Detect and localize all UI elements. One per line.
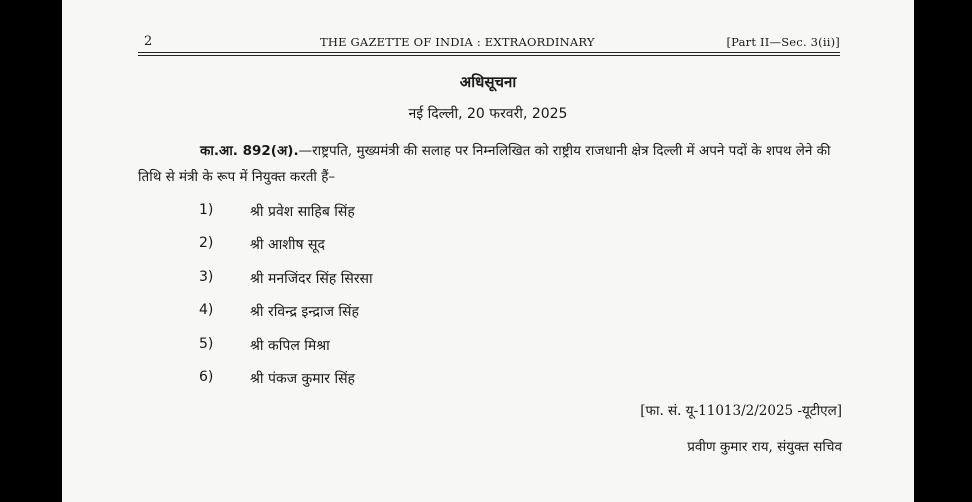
item-number: 1) bbox=[199, 202, 214, 218]
page-header bbox=[140, 34, 840, 52]
gazette-title: THE GAZETTE OF INDIA : EXTRAORDINARY bbox=[320, 35, 595, 49]
file-number: [फा. सं. यू-11013/2/2025 -यूटीएल] bbox=[640, 403, 842, 419]
gazette-page bbox=[62, 0, 914, 502]
signatory: प्रवीण कुमार राय, संयुक्त सचिव bbox=[687, 439, 842, 455]
item-number: 3) bbox=[199, 269, 214, 285]
notice-body: —राष्ट्रपति, मुख्यमंत्री की सलाह पर निम्नलिखित को राष्ट्रीय राजधानी क्षेत्र दिल्ली में अपने पदों के शपथ लेने की तिथि से मंत्री के रूप में नियुक्त करती हैं– bbox=[138, 143, 831, 185]
header-rule-bottom bbox=[138, 55, 840, 56]
item-number: 5) bbox=[199, 336, 214, 352]
minister-name: श्री मनजिंदर सिंह सिरसा bbox=[250, 271, 373, 287]
item-number: 2) bbox=[199, 235, 214, 251]
item-number: 6) bbox=[199, 369, 214, 385]
minister-name: श्री कपिल मिश्रा bbox=[250, 338, 330, 354]
notice-paragraph bbox=[138, 138, 844, 190]
minister-name: श्री पंकज कुमार सिंह bbox=[250, 371, 355, 387]
page-number: 2 bbox=[144, 34, 153, 49]
header-rule-top bbox=[138, 52, 840, 53]
notice-reference: का.आ. 892(अ). bbox=[200, 143, 299, 159]
item-number: 4) bbox=[199, 302, 214, 318]
minister-name: श्री आशीष सूद bbox=[250, 237, 325, 253]
notice-heading: अधिसूचना bbox=[459, 73, 517, 91]
section-label: [Part II—Sec. 3(ii)] bbox=[726, 35, 840, 49]
minister-name: श्री प्रवेश साहिब सिंह bbox=[250, 204, 355, 220]
minister-name: श्री रविन्द्र इन्द्राज सिंह bbox=[250, 304, 359, 320]
notice-dateline: नई दिल्ली, 20 फरवरी, 2025 bbox=[408, 106, 568, 122]
